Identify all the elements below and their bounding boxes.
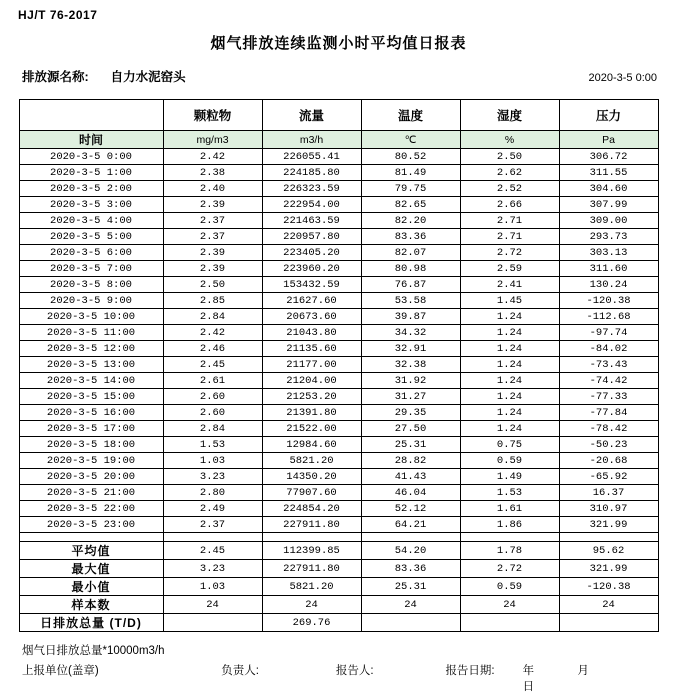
spacer-cell (262, 533, 361, 542)
table-row (19, 165, 658, 181)
table-row (19, 373, 658, 389)
cell-time: 2020-3-5 18:00 (19, 437, 163, 453)
cell-pressure: -77.33 (559, 389, 658, 405)
cell-pressure: -84.02 (559, 341, 658, 357)
table-row (19, 277, 658, 293)
summary-temperature: 25.31 (361, 578, 460, 596)
table-row (19, 485, 658, 501)
table-row (19, 325, 658, 341)
cell-pressure: 321.99 (559, 517, 658, 533)
cell-flow: 226055.41 (262, 149, 361, 165)
unit-cell-humidity: % (460, 131, 559, 149)
summary-pressure: 321.99 (559, 560, 658, 578)
table-row (19, 517, 658, 533)
cell-temperature: 34.32 (361, 325, 460, 341)
cell-time: 2020-3-5 3:00 (19, 197, 163, 213)
cell-flow: 20673.60 (262, 309, 361, 325)
cell-temperature: 28.82 (361, 453, 460, 469)
cell-temperature: 32.38 (361, 357, 460, 373)
cell-humidity: 2.66 (460, 197, 559, 213)
cell-particulate: 2.49 (163, 501, 262, 517)
cell-time: 2020-3-5 13:00 (19, 357, 163, 373)
cell-flow: 227911.80 (262, 517, 361, 533)
unit-cell-pressure: Pa (559, 131, 658, 149)
table-row (19, 229, 658, 245)
summary-label: 最小值 (19, 578, 163, 596)
header-cell-particulate: 颗粒物 (163, 100, 262, 131)
cell-humidity: 2.72 (460, 245, 559, 261)
cell-humidity: 2.71 (460, 213, 559, 229)
cell-temperature: 64.21 (361, 517, 460, 533)
unit-cell-time: 时间 (19, 131, 163, 149)
cell-temperature: 83.36 (361, 229, 460, 245)
cell-flow: 21627.60 (262, 293, 361, 309)
cell-time: 2020-3-5 9:00 (19, 293, 163, 309)
daily-total-label: 日排放总量 (T/D) (19, 614, 163, 632)
cell-particulate: 2.45 (163, 357, 262, 373)
report-date-label: 报告日期: (445, 665, 495, 677)
cell-temperature: 80.98 (361, 261, 460, 277)
summary-humidity: 0.59 (460, 578, 559, 596)
cell-flow: 21204.00 (262, 373, 361, 389)
cell-time: 2020-3-5 0:00 (19, 149, 163, 165)
cell-particulate: 2.84 (163, 421, 262, 437)
summary-label: 平均值 (19, 542, 163, 560)
cell-temperature: 82.20 (361, 213, 460, 229)
cell-temperature: 39.87 (361, 309, 460, 325)
reporter-label: 报告人: (335, 665, 374, 677)
summary-row-maximum (19, 560, 658, 578)
summary-temperature: 83.36 (361, 560, 460, 578)
summary-particulate: 3.23 (163, 560, 262, 578)
cell-flow: 221463.59 (262, 213, 361, 229)
cell-humidity: 1.24 (460, 341, 559, 357)
report-datetime: 2020-3-5 0:00 (588, 72, 657, 84)
cell-particulate: 2.50 (163, 277, 262, 293)
summary-flow: 5821.20 (262, 578, 361, 596)
cell-time: 2020-3-5 14:00 (19, 373, 163, 389)
cell-particulate: 2.42 (163, 325, 262, 341)
standard-code: HJ/T 76-2017 (18, 8, 98, 22)
summary-particulate: 24 (163, 596, 262, 614)
cell-temperature: 52.12 (361, 501, 460, 517)
daily-total-value: 269.76 (262, 614, 361, 632)
cell-pressure: -73.43 (559, 357, 658, 373)
cell-flow: 12984.60 (262, 437, 361, 453)
cell-temperature: 31.92 (361, 373, 460, 389)
cell-particulate: 2.40 (163, 181, 262, 197)
cell-time: 2020-3-5 20:00 (19, 469, 163, 485)
cell-time: 2020-3-5 16:00 (19, 405, 163, 421)
cell-humidity: 1.49 (460, 469, 559, 485)
cell-time: 2020-3-5 4:00 (19, 213, 163, 229)
cell-time: 2020-3-5 23:00 (19, 517, 163, 533)
cell-temperature: 46.04 (361, 485, 460, 501)
cell-particulate: 1.53 (163, 437, 262, 453)
summary-flow: 227911.80 (262, 560, 361, 578)
summary-row-average (19, 542, 658, 560)
cell-flow: 5821.20 (262, 453, 361, 469)
summary-pressure: -120.38 (559, 578, 658, 596)
cell-temperature: 80.52 (361, 149, 460, 165)
cell-particulate: 2.85 (163, 293, 262, 309)
summary-temperature: 54.20 (361, 542, 460, 560)
cell-temperature: 79.75 (361, 181, 460, 197)
cell-humidity: 1.53 (460, 485, 559, 501)
cell-temperature: 82.65 (361, 197, 460, 213)
cell-time: 2020-3-5 21:00 (19, 485, 163, 501)
cell-pressure: -65.92 (559, 469, 658, 485)
summary-temperature: 24 (361, 596, 460, 614)
cell-time: 2020-3-5 10:00 (19, 309, 163, 325)
cell-time: 2020-3-5 17:00 (19, 421, 163, 437)
cell-humidity: 1.24 (460, 309, 559, 325)
cell-pressure: -50.23 (559, 437, 658, 453)
spacer-cell (460, 533, 559, 542)
cell-time: 2020-3-5 2:00 (19, 181, 163, 197)
cell-pressure: 306.72 (559, 149, 658, 165)
cell-flow: 21043.80 (262, 325, 361, 341)
cell-flow: 222954.00 (262, 197, 361, 213)
seal-label: 上报单位(盖章) (22, 665, 99, 677)
table-spacer-row (19, 533, 658, 542)
cell-humidity: 2.71 (460, 229, 559, 245)
footer-note: 烟气日排放总量*10000m3/h (22, 645, 165, 657)
cell-humidity: 1.24 (460, 405, 559, 421)
report-date-ymd: 年 月 日 (522, 665, 609, 693)
cell-flow: 226323.59 (262, 181, 361, 197)
summary-row-sample-count (19, 596, 658, 614)
cell-time: 2020-3-5 19:00 (19, 453, 163, 469)
summary-row-minimum (19, 578, 658, 596)
cell-particulate: 2.84 (163, 309, 262, 325)
table-row (19, 469, 658, 485)
cell-flow: 224854.20 (262, 501, 361, 517)
unit-cell-flow: m3/h (262, 131, 361, 149)
cell-flow: 220957.80 (262, 229, 361, 245)
cell-flow: 21177.00 (262, 357, 361, 373)
cell-pressure: 16.37 (559, 485, 658, 501)
cell-particulate: 2.46 (163, 341, 262, 357)
header-cell-blank (19, 100, 163, 131)
cell-humidity: 2.62 (460, 165, 559, 181)
cell-particulate: 2.37 (163, 213, 262, 229)
cell-particulate: 3.23 (163, 469, 262, 485)
footer (14, 642, 663, 694)
source-meta-row (14, 67, 663, 85)
cell-time: 2020-3-5 11:00 (19, 325, 163, 341)
table-row (19, 197, 658, 213)
unit-cell-particulate: mg/m3 (163, 131, 262, 149)
table-row (19, 245, 658, 261)
table-row (19, 405, 658, 421)
cell-particulate: 2.37 (163, 517, 262, 533)
cell-pressure: -20.68 (559, 453, 658, 469)
cell-pressure: 309.00 (559, 213, 658, 229)
table-row (19, 309, 658, 325)
spacer-cell (19, 533, 163, 542)
summary-humidity: 24 (460, 596, 559, 614)
table-row (19, 149, 658, 165)
cell-pressure: 311.55 (559, 165, 658, 181)
table-row (19, 453, 658, 469)
spacer-cell (559, 533, 658, 542)
cell-humidity: 2.59 (460, 261, 559, 277)
cell-temperature: 76.87 (361, 277, 460, 293)
cell-humidity: 1.24 (460, 389, 559, 405)
cell-pressure: 310.97 (559, 501, 658, 517)
daily-total-blank (460, 614, 559, 632)
cell-particulate: 2.39 (163, 245, 262, 261)
emission-report-table (19, 99, 659, 632)
responsible-label: 负责人: (221, 665, 259, 677)
cell-particulate: 2.42 (163, 149, 262, 165)
cell-flow: 153432.59 (262, 277, 361, 293)
cell-time: 2020-3-5 8:00 (19, 277, 163, 293)
header-cell-temperature: 温度 (361, 100, 460, 131)
cell-pressure: -112.68 (559, 309, 658, 325)
table-row (19, 389, 658, 405)
cell-time: 2020-3-5 6:00 (19, 245, 163, 261)
cell-humidity: 0.59 (460, 453, 559, 469)
table-row (19, 261, 658, 277)
table-header-row (19, 100, 658, 131)
summary-pressure: 95.62 (559, 542, 658, 560)
cell-humidity: 1.24 (460, 373, 559, 389)
header-cell-flow: 流量 (262, 100, 361, 131)
table-row (19, 293, 658, 309)
cell-temperature: 27.50 (361, 421, 460, 437)
cell-flow: 77907.60 (262, 485, 361, 501)
cell-pressure: 303.13 (559, 245, 658, 261)
cell-particulate: 2.61 (163, 373, 262, 389)
cell-pressure: 311.60 (559, 261, 658, 277)
cell-time: 2020-3-5 15:00 (19, 389, 163, 405)
cell-temperature: 25.31 (361, 437, 460, 453)
cell-particulate: 2.37 (163, 229, 262, 245)
cell-time: 2020-3-5 12:00 (19, 341, 163, 357)
cell-temperature: 29.35 (361, 405, 460, 421)
cell-flow: 21391.80 (262, 405, 361, 421)
cell-time: 2020-3-5 7:00 (19, 261, 163, 277)
table-row (19, 501, 658, 517)
summary-humidity: 2.72 (460, 560, 559, 578)
cell-time: 2020-3-5 5:00 (19, 229, 163, 245)
daily-total-blank (163, 614, 262, 632)
header-cell-pressure: 压力 (559, 100, 658, 131)
cell-particulate: 2.60 (163, 389, 262, 405)
cell-pressure: -78.42 (559, 421, 658, 437)
cell-temperature: 41.43 (361, 469, 460, 485)
summary-label: 样本数 (19, 596, 163, 614)
cell-time: 2020-3-5 1:00 (19, 165, 163, 181)
table-row (19, 421, 658, 437)
cell-particulate: 1.03 (163, 453, 262, 469)
cell-particulate: 2.80 (163, 485, 262, 501)
cell-humidity: 2.41 (460, 277, 559, 293)
cell-pressure: -74.42 (559, 373, 658, 389)
cell-flow: 223405.20 (262, 245, 361, 261)
source-label: 排放源名称: (22, 70, 89, 84)
table-row (19, 437, 658, 453)
table-unit-row (19, 131, 658, 149)
cell-pressure: 304.60 (559, 181, 658, 197)
cell-pressure: 293.73 (559, 229, 658, 245)
cell-particulate: 2.39 (163, 197, 262, 213)
cell-time: 2020-3-5 22:00 (19, 501, 163, 517)
spacer-cell (361, 533, 460, 542)
table-row (19, 181, 658, 197)
summary-label: 最大值 (19, 560, 163, 578)
cell-particulate: 2.60 (163, 405, 262, 421)
cell-flow: 223960.20 (262, 261, 361, 277)
cell-flow: 21522.00 (262, 421, 361, 437)
cell-humidity: 1.24 (460, 325, 559, 341)
table-row (19, 341, 658, 357)
cell-humidity: 2.50 (460, 149, 559, 165)
source-name: 自力水泥窑头 (110, 70, 186, 84)
cell-pressure: -120.38 (559, 293, 658, 309)
cell-flow: 21253.20 (262, 389, 361, 405)
cell-humidity: 1.45 (460, 293, 559, 309)
summary-particulate: 2.45 (163, 542, 262, 560)
cell-temperature: 81.49 (361, 165, 460, 181)
summary-humidity: 1.78 (460, 542, 559, 560)
spacer-cell (163, 533, 262, 542)
cell-humidity: 1.24 (460, 421, 559, 437)
footer-signature-row (22, 662, 663, 694)
cell-flow: 224185.80 (262, 165, 361, 181)
cell-temperature: 53.58 (361, 293, 460, 309)
page-title: 烟气排放连续监测小时平均值日报表 (210, 35, 467, 52)
cell-flow: 21135.60 (262, 341, 361, 357)
table-row (19, 357, 658, 373)
unit-cell-temperature: ℃ (361, 131, 460, 149)
summary-row-daily-total (19, 614, 658, 632)
cell-particulate: 2.39 (163, 261, 262, 277)
summary-flow: 112399.85 (262, 542, 361, 560)
cell-particulate: 2.38 (163, 165, 262, 181)
summary-flow: 24 (262, 596, 361, 614)
cell-flow: 14350.20 (262, 469, 361, 485)
cell-temperature: 31.27 (361, 389, 460, 405)
summary-particulate: 1.03 (163, 578, 262, 596)
cell-pressure: -77.84 (559, 405, 658, 421)
cell-humidity: 1.86 (460, 517, 559, 533)
cell-temperature: 32.91 (361, 341, 460, 357)
summary-pressure: 24 (559, 596, 658, 614)
cell-pressure: -97.74 (559, 325, 658, 341)
cell-humidity: 2.52 (460, 181, 559, 197)
cell-temperature: 82.07 (361, 245, 460, 261)
daily-total-blank (559, 614, 658, 632)
cell-pressure: 130.24 (559, 277, 658, 293)
cell-humidity: 1.61 (460, 501, 559, 517)
cell-humidity: 1.24 (460, 357, 559, 373)
cell-humidity: 0.75 (460, 437, 559, 453)
daily-total-blank (361, 614, 460, 632)
cell-pressure: 307.99 (559, 197, 658, 213)
table-row (19, 213, 658, 229)
header-cell-humidity: 湿度 (460, 100, 559, 131)
